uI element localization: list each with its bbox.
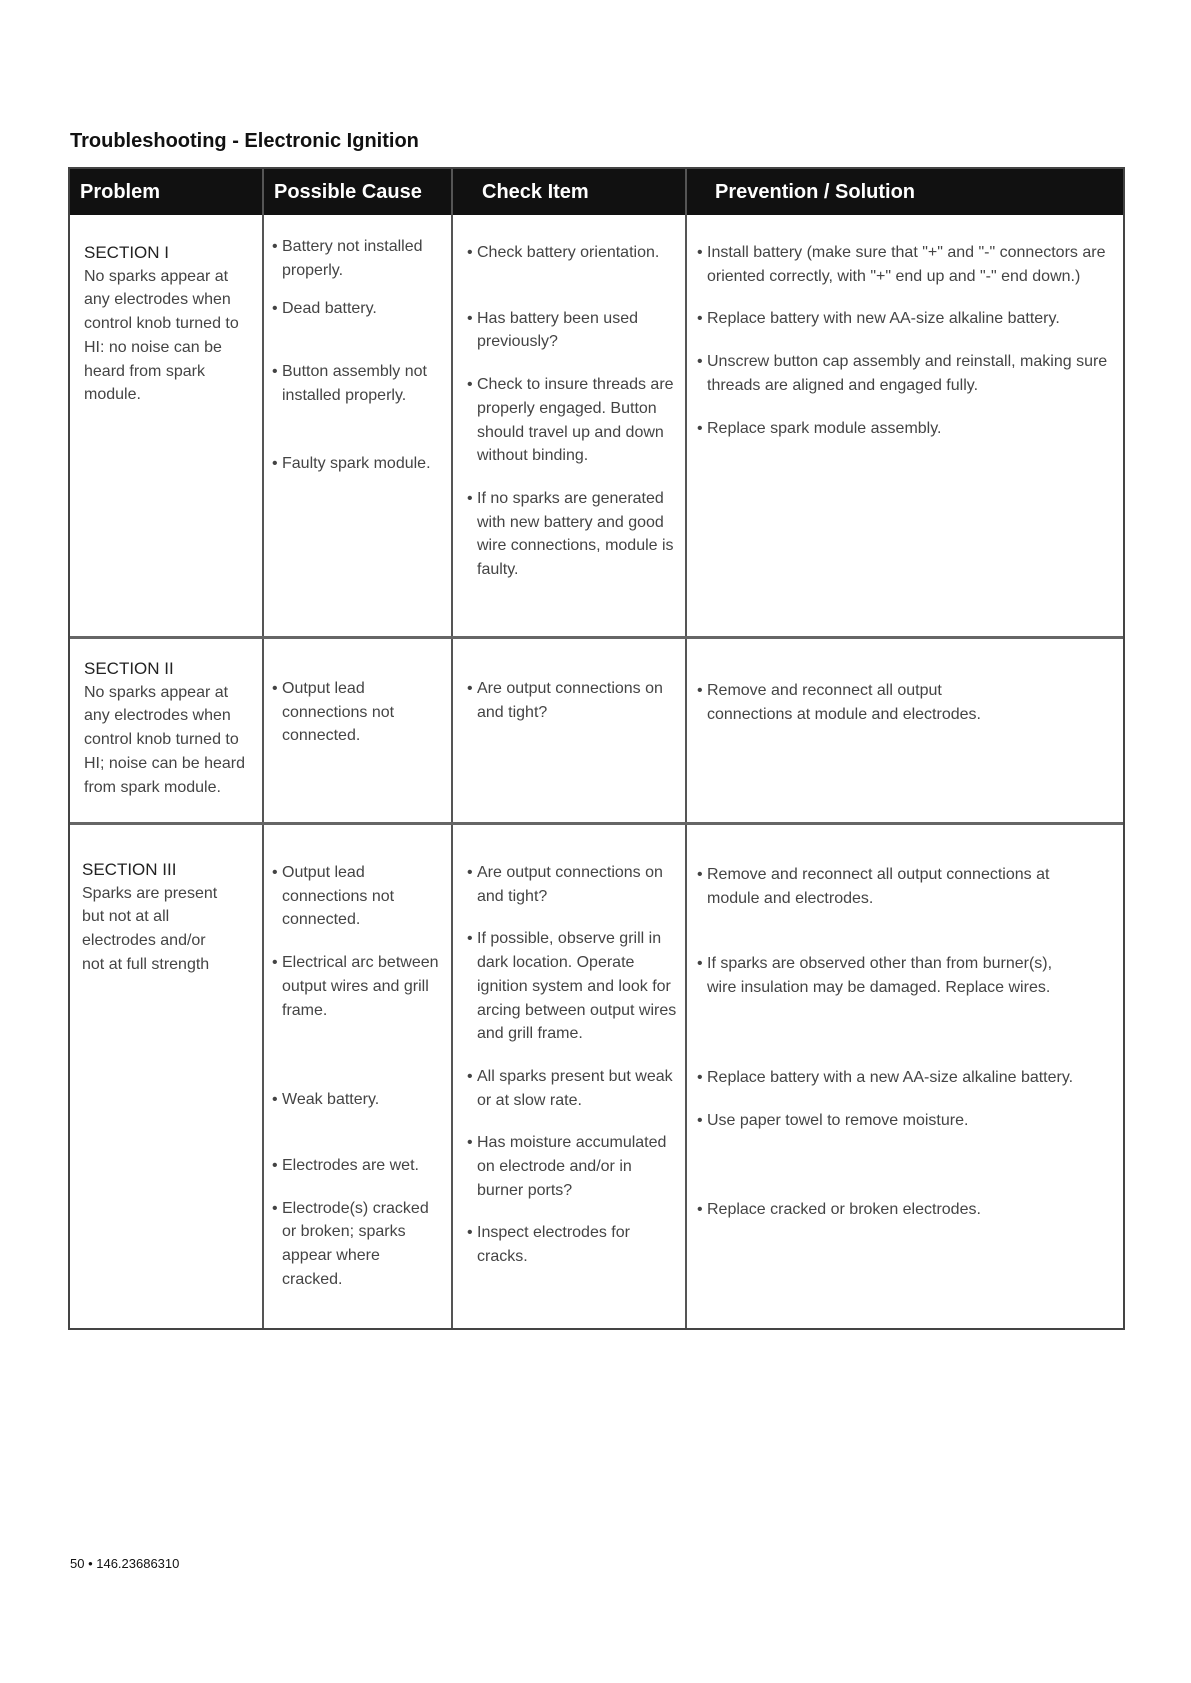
header-prevention-solution: Prevention / Solution [715, 181, 916, 203]
cause-item: • Button assembly not installed properly. [272, 363, 427, 404]
check-item: • Inspect electrodes for cracks. [467, 1224, 630, 1266]
check-item: • If possible, observe grill in dark location. Operate ignition system and look for arcing between output wires and grill frame. [467, 930, 677, 1043]
header-check-item: Check Item [482, 181, 589, 203]
check-item: • Has battery been used previously? [467, 309, 638, 351]
solution-item: • Install battery (make sure that "+" and "-" connectors are oriented correctly, with "+" end up and "-" end down.) [697, 244, 1106, 285]
section-title: SECTION III [82, 860, 177, 879]
solution-item: • Remove and reconnect all output connections at module and electrodes. [697, 682, 981, 723]
row-divider [70, 822, 1123, 825]
troubleshooting-table [68, 167, 1125, 1330]
cause-item: • Electrode(s) cracked or broken; sparks appear where cracked. [272, 1199, 429, 1288]
solution-item: • Replace battery with a new AA-size alkaline battery. [697, 1068, 1074, 1086]
column-divider [685, 169, 687, 1328]
problem-cell [84, 657, 254, 799]
table-header [70, 169, 1123, 215]
section-title: SECTION I [84, 243, 170, 262]
check-item: • All sparks present but weak or at slow rate. [467, 1067, 673, 1109]
causes-cell [272, 677, 444, 748]
problem-cell [82, 858, 254, 977]
solution-item: • Replace spark module assembly. [697, 419, 942, 437]
page-title: Troubleshooting - Electronic Ignition [70, 130, 419, 152]
cause-item: • Electrical arc between output wires and grill frame. [272, 954, 439, 1019]
checks-cell [467, 861, 679, 1269]
cause-item: • Electrodes are wet. [272, 1156, 419, 1174]
checks-cell [467, 677, 679, 724]
solution-item: • If sparks are observed other than from burner(s), wire insulation may be damaged. Replace wires. [697, 955, 1053, 997]
problem-description: No sparks appear at any electrodes when control knob turned to HI: no noise can be heard from spark module. [84, 267, 239, 404]
section-title: SECTION II [84, 659, 174, 678]
solutions-cell [697, 679, 1115, 726]
cause-item: • Dead battery. [272, 300, 377, 318]
header-problem: Problem [80, 181, 161, 203]
solutions-cell [697, 863, 1097, 1222]
check-item: • Check battery orientation. [467, 244, 660, 261]
cause-item: • Faulty spark module. [272, 454, 431, 472]
check-item: • Check to insure threads are properly engaged. Button should travel up and down without binding. [467, 376, 674, 465]
problem-description: Sparks are present but not at all electrodes and/or not at full strength [82, 884, 218, 973]
solution-item: • Replace battery with new AA-size alkaline battery. [697, 310, 1060, 328]
solution-item: • Use paper towel to remove moisture. [697, 1111, 969, 1129]
column-divider [262, 169, 264, 1328]
checks-cell [467, 241, 679, 582]
cause-item: • Weak battery. [272, 1091, 380, 1109]
causes-cell [272, 235, 444, 475]
problem-cell [84, 241, 254, 407]
check-item: • Are output connections on and tight? [467, 864, 663, 905]
solution-item: • Remove and reconnect all output connections at module and electrodes. [697, 866, 1050, 907]
solution-item: • Replace cracked or broken electrodes. [697, 1201, 981, 1219]
check-item: • Are output connections on and tight? [467, 680, 663, 721]
solutions-cell [697, 241, 1115, 440]
check-item: • Has moisture accumulated on electrode and/or in burner ports? [467, 1134, 667, 1199]
page-footer: 50 • 146.23686310 [70, 1556, 180, 1571]
check-item: • If no sparks are generated with new battery and good wire connections, module is faulty. [467, 489, 674, 579]
cause-item: • Output lead connections not connected. [272, 680, 395, 745]
cause-item: • Output lead connections not connected. [272, 864, 395, 929]
header-possible-cause: Possible Cause [274, 181, 422, 203]
column-divider [451, 169, 453, 1328]
causes-cell [272, 861, 444, 1291]
solution-item: • Unscrew button cap assembly and reinstall, making sure threads are aligned and engaged fully. [697, 353, 1108, 394]
row-divider [70, 636, 1123, 639]
cause-item: • Battery not installed properly. [272, 238, 423, 279]
problem-description: No sparks appear at any electrodes when control knob turned to HI; noise can be heard from spark module. [84, 683, 245, 796]
